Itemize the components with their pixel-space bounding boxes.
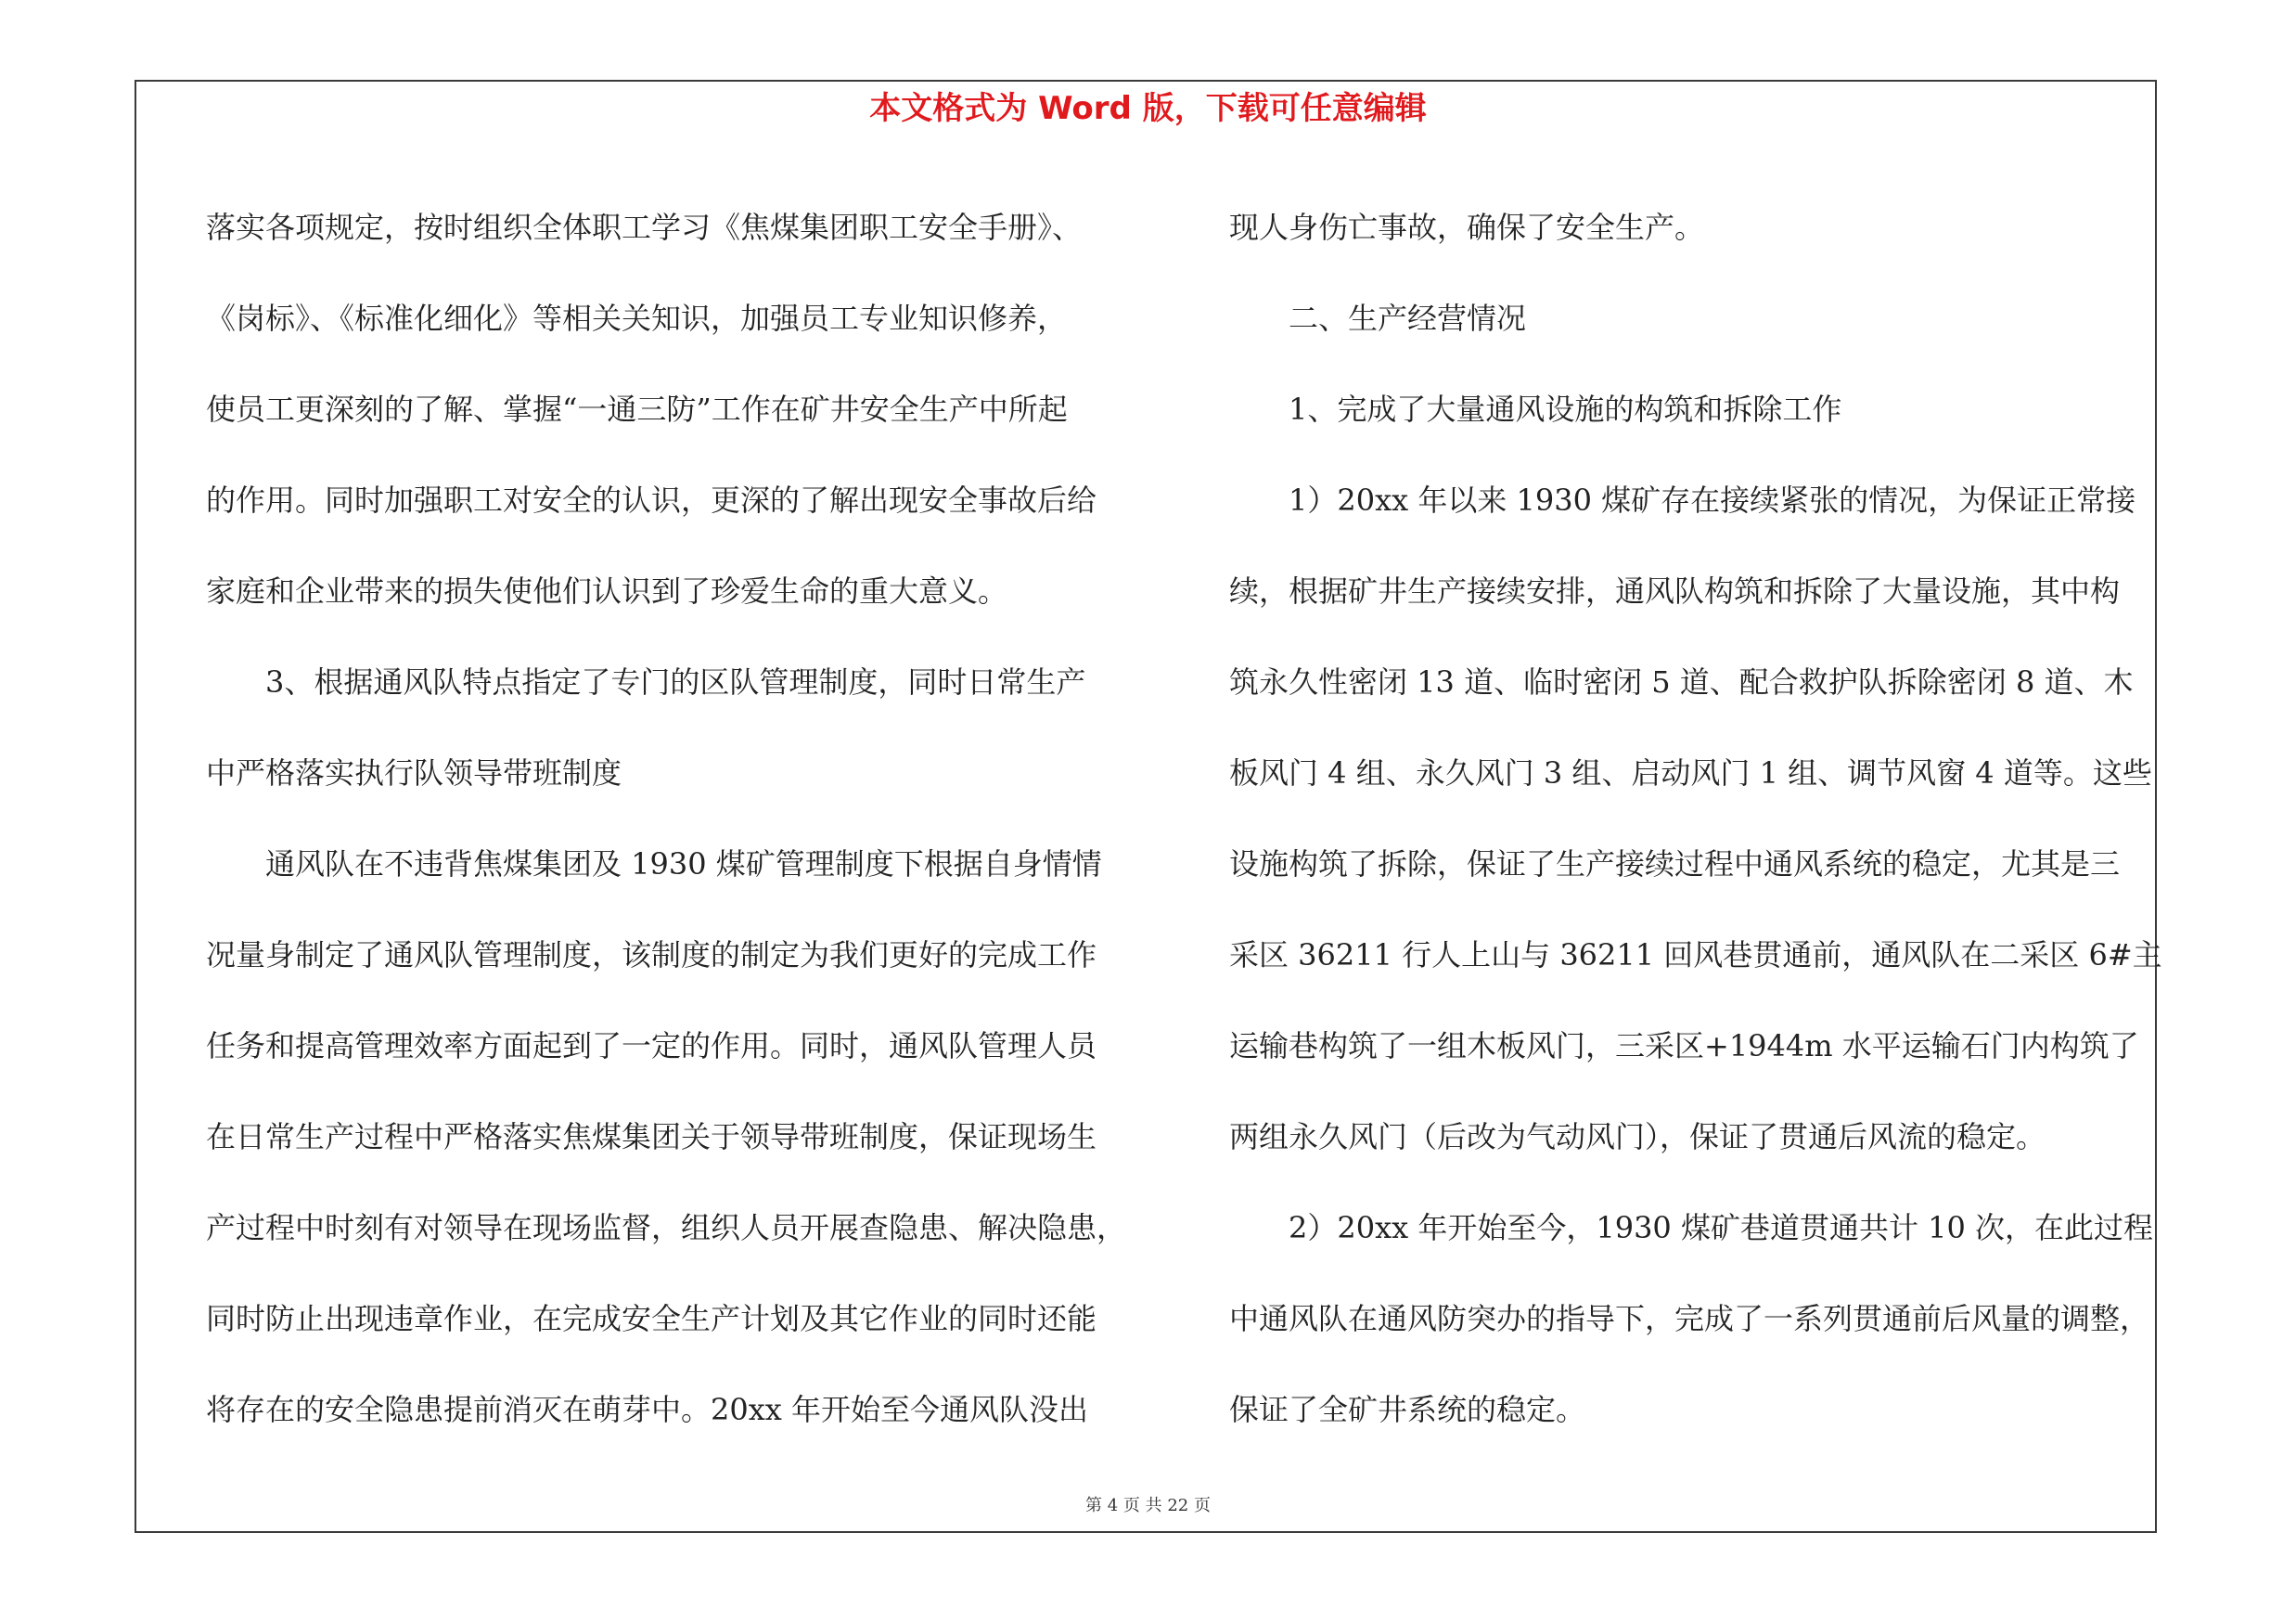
text-line: 的作用。同时加强职工对安全的认识，更深的了解出现安全事故后给 — [206, 483, 1097, 518]
text-line: 家庭和企业带来的损失使他们认识到了珍爱生命的重大意义。 — [206, 573, 1008, 609]
subsection-heading: 1、完成了大量通风设施的构筑和拆除工作 — [1229, 392, 1842, 427]
text-line: 使员工更深刻的了解、掌握“一通三防”工作在矿井安全生产中所起 — [206, 392, 1068, 427]
text-line: 将存在的安全隐患提前消灭在萌芽中。20xx 年开始至今通风队没出 — [206, 1392, 1088, 1427]
text-line: 3、根据通风队特点指定了专门的区队管理制度，同时日常生产 — [206, 664, 1086, 700]
text-line: 采区 36211 行人上山与 36211 回风巷贯通前，通风队在二采区 6#主 — [1229, 937, 2162, 973]
text-line: 现人身伤亡事故，确保了安全生产。 — [1229, 210, 1705, 245]
text-line: 在日常生产过程中严格落实焦煤集团关于领导带班制度，保证现场生 — [206, 1119, 1097, 1154]
text-line: 板风门 4 组、永久风门 3 组、启动风门 1 组、调节风窗 4 道等。这些 — [1229, 755, 2152, 791]
text-line: 续，根据矿井生产接续安排，通风队构筑和拆除了大量设施，其中构 — [1229, 573, 2121, 609]
text-line: 中通风队在通风防突办的指导下，完成了一系列贯通前后风量的调整， — [1229, 1301, 2150, 1336]
format-notice-header: 本文格式为 Word 版，下载可任意编辑 — [869, 90, 1427, 127]
text-line: 设施构筑了拆除，保证了生产接续过程中通风系统的稳定，尤其是三 — [1229, 846, 2121, 882]
text-line: 两组永久风门（后改为气动风门），保证了贯通后风流的稳定。 — [1229, 1119, 2046, 1154]
section-heading: 二、生产经营情况 — [1229, 301, 1527, 336]
text-line: 产过程中时刻有对领导在现场监督，组织人员开展查隐患、解决隐患， — [206, 1210, 1127, 1245]
text-line: 运输巷构筑了一组木板风门，三采区+1944m 水平运输石门内构筑了 — [1229, 1028, 2139, 1063]
text-line: 2）20xx 年开始至今，1930 煤矿巷道贯通共计 10 次，在此过程 — [1229, 1210, 2154, 1245]
text-line: 同时防止出现违章作业，在完成安全生产计划及其它作业的同时还能 — [206, 1301, 1097, 1336]
text-line: 筑永久性密闭 13 道、临时密闭 5 道、配合救护队拆除密闭 8 道、木 — [1229, 664, 2134, 700]
text-line: 《岗标》、《标准化细化》等相关关知识，加强员工专业知识修养， — [206, 301, 1068, 336]
right-text-column — [1229, 182, 2166, 1455]
text-line: 况量身制定了通风队管理制度，该制度的制定为我们更好的完成工作 — [206, 937, 1097, 973]
text-line: 落实各项规定，按时组织全体职工学习《焦煤集团职工安全手册》、 — [206, 210, 1083, 245]
text-line: 任务和提高管理效率方面起到了一定的作用。同时，通风队管理人员 — [206, 1028, 1097, 1063]
page-number-footer: 第 4 页 共 22 页 — [1085, 1496, 1211, 1515]
text-line: 1）20xx 年以来 1930 煤矿存在接续紧张的情况，为保证正常接 — [1229, 483, 2136, 518]
text-line: 通风队在不违背焦煤集团及 1930 煤矿管理制度下根据自身情情 — [206, 846, 1102, 882]
text-line: 中严格落实执行队领导带班制度 — [206, 755, 622, 791]
left-text-column — [206, 182, 1143, 1455]
text-line: 保证了全矿井系统的稳定。 — [1229, 1392, 1586, 1427]
